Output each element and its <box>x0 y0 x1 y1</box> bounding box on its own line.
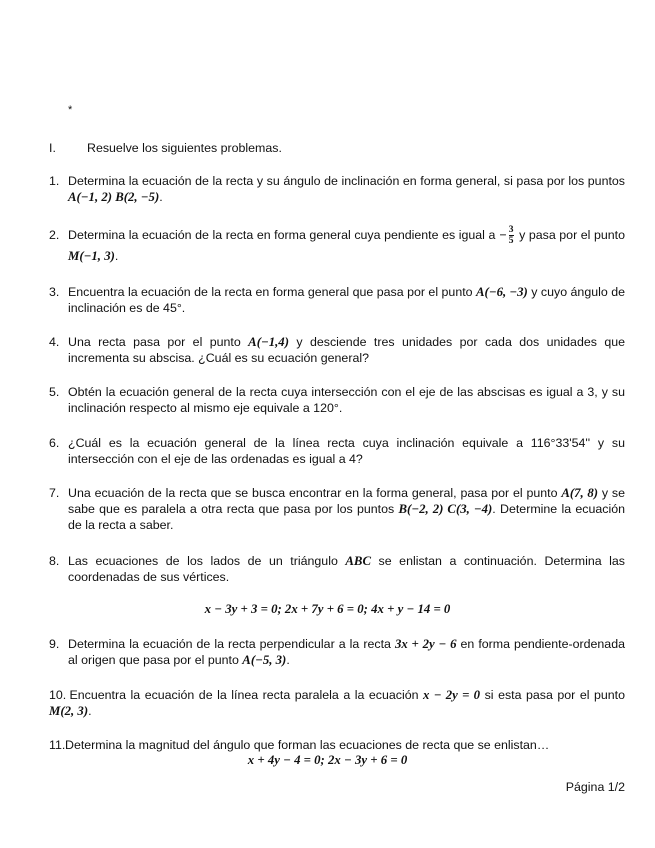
problem-number: 3. <box>49 285 60 299</box>
problem-1: 1. Determina la ecuación de la recta y su ángulo de inclinación en forma general, si pasa por los puntos A(−1, 2) B(2, −5). <box>49 174 625 204</box>
problem-number: 9. <box>49 637 60 651</box>
math-point: M(2, 3) <box>49 704 89 718</box>
math-line: x − 2y = 0 <box>423 688 481 702</box>
problem-number: 1. <box>49 174 60 188</box>
problem-9: 9. Determina la ecuación de la recta perpendicular a la recta 3x + 2y − 6 en forma pendiente-ordenada al origen que pasa por el punto A(−5, 3). <box>49 637 625 667</box>
problem-number: 4. <box>49 335 60 349</box>
problem-number: 6. <box>49 436 60 450</box>
math-point: A(−6, −3) <box>476 285 528 299</box>
problem-number: 11. <box>49 738 66 752</box>
problem-number: 2. <box>49 228 60 242</box>
math-triangle: ABC <box>345 554 371 568</box>
problem-number: 10. <box>49 688 67 702</box>
problem-7: 7. Una ecuación de la recta que se busca encontrar en la forma general, pasa por el punto A(7, 8) y se sabe que es paralela a otra recta que pasa por los puntos B(−2, 2) C(3, −4). Determine la ecuación de la recta a saber. <box>49 486 625 532</box>
problem-8: 8. Las ecuaciones de los lados de un triángulo ABC se enlistan a continuación. Determina las coordenadas de sus vértices. <box>49 554 625 584</box>
page-number: Página 1/2 <box>565 780 625 794</box>
math-point: A(−1,4) <box>248 335 289 349</box>
asterisk-mark: * <box>68 104 73 116</box>
math-points: A(−1, 2) B(2, −5) <box>68 190 160 204</box>
math-point: M(−1, 3) <box>68 249 115 264</box>
problem-number: 8. <box>49 554 60 568</box>
math-points: B(−2, 2) C(3, −4) <box>398 502 493 516</box>
problem-2: 2. Determina la ecuación de la recta en forma general cuya pendiente es igual a − $\frac{3}{5}$ y pasa por el punto M(−1, 3). <box>49 225 625 264</box>
equation-triangle-sides: x − 3y + 3 = 0; 2x + 7y + 6 = 0; 4x + y − 14 = 0 <box>204 602 451 616</box>
section-heading <box>49 141 282 156</box>
problem-number: 5. <box>49 385 60 399</box>
problem-6: 6. ¿Cuál es la ecuación general de la línea recta cuya inclinación equivale a 116°33'54'' y su intersección con el eje de las ordenadas es igual a 4? <box>49 436 625 466</box>
problem-4: 4. Una recta pasa por el punto A(−1,4) y desciende tres unidades por cada dos unidades que incrementa su abscisa. ¿Cuál es su ecuación general? <box>49 335 625 365</box>
math-line: 3x + 2y − 6 <box>394 637 457 651</box>
problem-11: 11. Determina la magnitud del ángulo que forman las ecuaciones de recta que se enlistan… <box>49 738 550 752</box>
problem-5: 5. Obtén la ecuación general de la recta cuya intersección con el eje de las abscisas es igual a 3, y su inclinación respecto al mismo eje equivale a 120°. <box>49 385 625 415</box>
section-title: Resuelve los siguientes problemas. <box>87 141 282 155</box>
math-point: A(−5, 3) <box>242 653 287 667</box>
math-point: A(7, 8) <box>561 486 598 500</box>
equation-lines: x + 4y − 4 = 0; 2x − 3y + 6 = 0 <box>247 753 408 767</box>
problem-3: 3. Encuentra la ecuación de la recta en forma general que pasa por el punto A(−6, −3) y cuyo ángulo de inclinación es de 45°. <box>49 285 625 315</box>
section-number: I. <box>49 141 56 155</box>
problem-number: 7. <box>49 486 60 500</box>
fraction-slope: $\frac{3}{5}$ <box>508 225 514 247</box>
problem-10: 10. Encuentra la ecuación de la línea recta paralela a la ecuación x − 2y = 0 si esta pasa por el punto M(2, 3). <box>49 688 625 718</box>
